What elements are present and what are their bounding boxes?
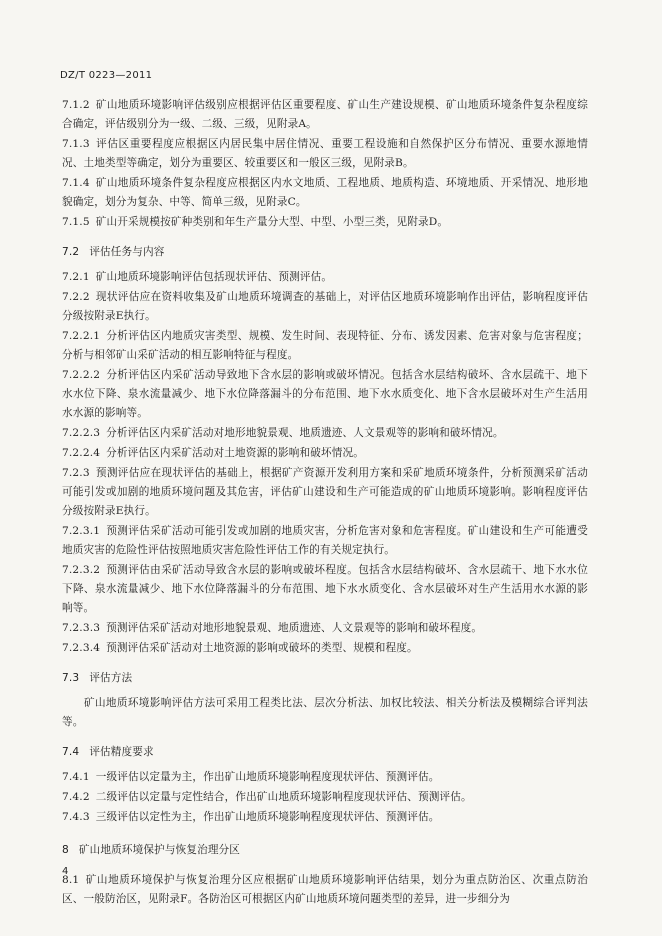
standard-code-header: DZ/T 0223—2011	[60, 70, 153, 81]
clause-text: 评估方法	[89, 672, 133, 684]
clause-paragraph	[62, 444, 588, 463]
clause-paragraph	[62, 327, 588, 365]
clause-paragraph	[62, 639, 588, 658]
section-heading	[62, 743, 588, 762]
clause-text: 三级评估以定性为主，作出矿山地质环境影响程度现状评估、预测评估。	[95, 811, 440, 823]
clause-number: 7.2.3.3	[62, 622, 101, 634]
clause-text: 预测评估应在现状评估的基础上，根据矿产资源开发利用方案和采矿地质环境条件，分析预测采矿活动可能引发或加剧的地质环境问题及其危害，评估矿山建设和生产可能造成的矿山地质环境影响。影响程度评估分级按附录E执行。	[62, 467, 588, 517]
clause-text: 二级评估以定量与定性结合，作出矿山地质环境影响程度现状评估、预测评估。	[95, 791, 472, 803]
clause-number: 7.4	[62, 746, 80, 758]
clause-paragraph	[62, 366, 588, 423]
section-heading	[62, 669, 588, 688]
clause-text: 分析评估区内采矿活动导致地下含水层的影响或破坏情况。包括含水层结构破坏、含水层疏干、地下水水位下降、泉水流量减少、地下水位降落漏斗的分布范围、地下水水质变化、地下含水层破坏对生产生活用水水源的影响等。	[62, 369, 588, 419]
clause-text: 分析评估区内地质灾害类型、规模、发生时间、表现特征、分布、诱发因素、危害对象与危害程度；分析与相邻矿山采矿活动的相互影响特征与程度。	[62, 330, 588, 361]
clause-number: 7.2.2.3	[62, 427, 101, 439]
clause-number: 7.4.2	[62, 791, 90, 803]
clause-paragraph	[62, 808, 588, 827]
clause-text: 一级评估以定量为主，作出矿山地质环境影响程度现状评估、预测评估。	[95, 771, 440, 783]
document-body	[62, 96, 588, 910]
clause-text: 现状评估应在资料收集及矿山地质环境调查的基础上，对评估区地质环境影响作出评估，影响程度评估分级按附录E执行。	[62, 291, 588, 322]
clause-number: 7.2	[62, 246, 80, 258]
clause-text: 矿山地质环境影响评估方法可采用工程类比法、层次分析法、加权比较法、相关分析法及模糊综合评判法等。	[62, 697, 588, 728]
clause-text: 矿山地质环境影响评估包括现状评估、预测评估。	[95, 271, 333, 283]
clause-number: 7.2.3.1	[62, 525, 101, 537]
clause-text: 预测评估由采矿活动导致含水层的影响或破坏程度。包括含水层结构破坏、含水层疏干、地下水水位下降、泉水流量减少、地下水位降落漏斗的分布范围、地下水水质变化、含水层破坏对生产生活用水水源的影响等。	[62, 564, 588, 614]
clause-text: 预测评估采矿活动对地形地貌景观、地质遗迹、人文景观等的影响和破坏程度。	[106, 622, 483, 634]
clause-paragraph	[62, 561, 588, 618]
section-heading	[62, 841, 588, 860]
clause-text: 矿山地质环境保护与恢复治理分区应根据矿山地质环境影响评估结果，划分为重点防治区、次重点防治区、一般防治区，见附录F。各防治区可根据区内矿山地质环境问题类型的差异，进一步细分为	[62, 874, 588, 905]
clause-paragraph	[62, 768, 588, 787]
section-heading	[62, 243, 588, 262]
clause-paragraph	[62, 268, 588, 287]
clause-number: 7.1.3	[62, 138, 90, 150]
clause-text: 矿山地质环境影响评估级别应根据评估区重要程度、矿山生产建设规模、矿山地质环境条件复杂程度综合确定，评估级别分为一级、二级、三级，见附录A。	[62, 99, 588, 130]
clause-text: 评估区重要程度应根据区内居民集中居住情况、重要工程设施和自然保护区分布情况、重要水源地情况、土地类型等确定，划分为重要区、较重要区和一般区三级，见附录B。	[62, 138, 588, 169]
clause-number: 7.3	[62, 672, 80, 684]
clause-text: 分析评估区内采矿活动对地形地貌景观、地质遗迹、人文景观等的影响和破坏情况。	[106, 427, 504, 439]
clause-number: 7.2.2.2	[62, 369, 101, 381]
clause-paragraph	[62, 424, 588, 443]
clause-number: 7.2.3.4	[62, 642, 101, 654]
clause-number: 7.2.1	[62, 271, 90, 283]
clause-text: 分析评估区内采矿活动对土地资源的影响和破坏情况。	[106, 447, 364, 459]
clause-text: 预测评估采矿活动可能引发或加剧的地质灾害，分析危害对象和危害程度。矿山建设和生产可能遭受地质灾害的危险性评估按照地质灾害危险性评估工作的有关规定执行。	[62, 525, 588, 556]
clause-paragraph	[62, 96, 588, 134]
clause-paragraph	[62, 288, 588, 326]
clause-paragraph	[62, 871, 588, 909]
clause-paragraph	[62, 174, 588, 212]
clause-text: 矿山地质环境条件复杂程度应根据区内水文地质、工程地质、地质构造、环境地质、开采情况、地形地貌确定，划分为复杂、中等、简单三级，见附录C。	[62, 177, 588, 208]
clause-number: 7.2.2.4	[62, 447, 101, 459]
clause-number: 7.1.4	[62, 177, 90, 189]
clause-number: 8	[62, 844, 69, 856]
clause-number: 7.1.2	[62, 99, 90, 111]
clause-paragraph	[62, 694, 588, 732]
clause-paragraph	[62, 619, 588, 638]
clause-number: 7.1.5	[62, 216, 90, 228]
clause-number: 7.4.1	[62, 771, 90, 783]
page-number: 4	[62, 866, 69, 877]
clause-paragraph	[62, 522, 588, 560]
clause-paragraph	[62, 135, 588, 173]
clause-text: 评估任务与内容	[89, 246, 165, 258]
clause-number: 7.2.3.2	[62, 564, 101, 576]
clause-paragraph	[62, 788, 588, 807]
clause-number: 7.2.2	[62, 291, 90, 303]
clause-text: 评估精度要求	[89, 746, 154, 758]
clause-paragraph	[62, 213, 588, 232]
clause-number: 7.2.3	[62, 467, 90, 479]
clause-number: 7.2.2.1	[62, 330, 101, 342]
clause-text: 预测评估采矿活动对土地资源的影响或破坏的类型、规模和程度。	[106, 642, 418, 654]
clause-number: 8.1	[62, 874, 80, 886]
clause-paragraph	[62, 464, 588, 521]
clause-text: 矿山地质环境保护与恢复治理分区	[78, 844, 241, 856]
clause-number: 7.4.3	[62, 811, 90, 823]
clause-text: 矿山开采规模按矿种类别和年生产量分大型、中型、小型三类，见附录D。	[95, 216, 449, 228]
